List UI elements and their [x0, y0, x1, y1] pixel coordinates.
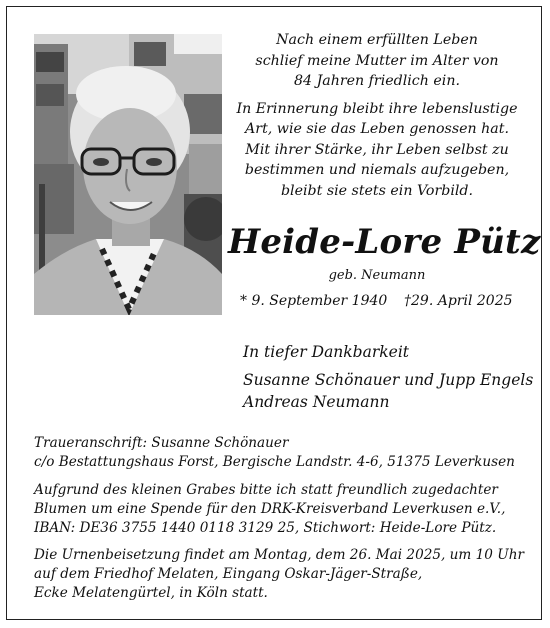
- notice-line: IBAN: DE36 3755 1440 0118 3129 25, Stichwort: Heide-Lore Pütz.: [34, 520, 497, 536]
- notice-line: auf dem Friedhof Melaten, Eingang Oskar-Jäger-Straße,: [34, 566, 423, 582]
- birth-symbol: *: [240, 293, 247, 309]
- mourner-name: Andreas Neumann: [243, 393, 390, 411]
- notice-line: Die Urnenbeisetzung findet am Montag, dem 26. Mai 2025, um 10 Uhr: [34, 547, 524, 563]
- birth-name: geb. Neumann: [328, 268, 426, 283]
- mourner-name: Susanne Schönauer und Jupp Engels: [243, 371, 534, 389]
- portrait-photo: [34, 34, 222, 315]
- address-notice: [34, 434, 524, 472]
- mourners-heading: In tiefer Dankbarkeit: [243, 343, 410, 361]
- notice-line: Aufgrund des kleinen Grabes bitte ich statt freundlich zugedachter: [34, 482, 498, 498]
- notice-line: Traueranschrift: Susanne Schönauer: [34, 435, 289, 451]
- deceased-name: Heide-Lore Pütz: [228, 222, 541, 262]
- intro-line: bestimmen und niemals aufzugeben,: [244, 162, 510, 178]
- death-date-text: 29. April 2025: [411, 293, 513, 309]
- death-date: [404, 291, 513, 311]
- intro-line: In Erinnerung bleibt ihre lebenslustige: [236, 100, 518, 117]
- birth-date-text: 9. September 1940: [251, 293, 388, 309]
- intro-line: Nach einem erfüllten Leben: [276, 32, 478, 48]
- notice-line: c/o Bestattungshaus Forst, Bergische Landstr. 4-6, 51375 Leverkusen: [34, 454, 515, 470]
- birth-date: [240, 291, 387, 311]
- burial-notice: [34, 546, 524, 603]
- intro-paragraph-1: [232, 30, 522, 92]
- donation-notice: [34, 481, 524, 538]
- intro-line: bleibt sie stets ein Vorbild.: [280, 182, 474, 199]
- mourners-block: [243, 341, 533, 413]
- intro-line: schlief meine Mutter im Alter von: [255, 52, 499, 69]
- notice-line: Blumen um eine Spende für den DRK-Kreisverband Leverkusen e.V.,: [34, 501, 506, 517]
- death-symbol: †: [404, 293, 411, 309]
- intro-line: Art, wie sie das Leben genossen hat.: [245, 121, 509, 137]
- intro-paragraph-2: [232, 99, 522, 202]
- intro-line: Mit ihrer Stärke, ihr Leben selbst zu: [245, 141, 509, 158]
- intro-line: 84 Jahren friedlich ein.: [294, 73, 460, 89]
- intro-text: [232, 30, 522, 201]
- notice-line: Ecke Melatengürtel, in Köln statt.: [34, 585, 268, 601]
